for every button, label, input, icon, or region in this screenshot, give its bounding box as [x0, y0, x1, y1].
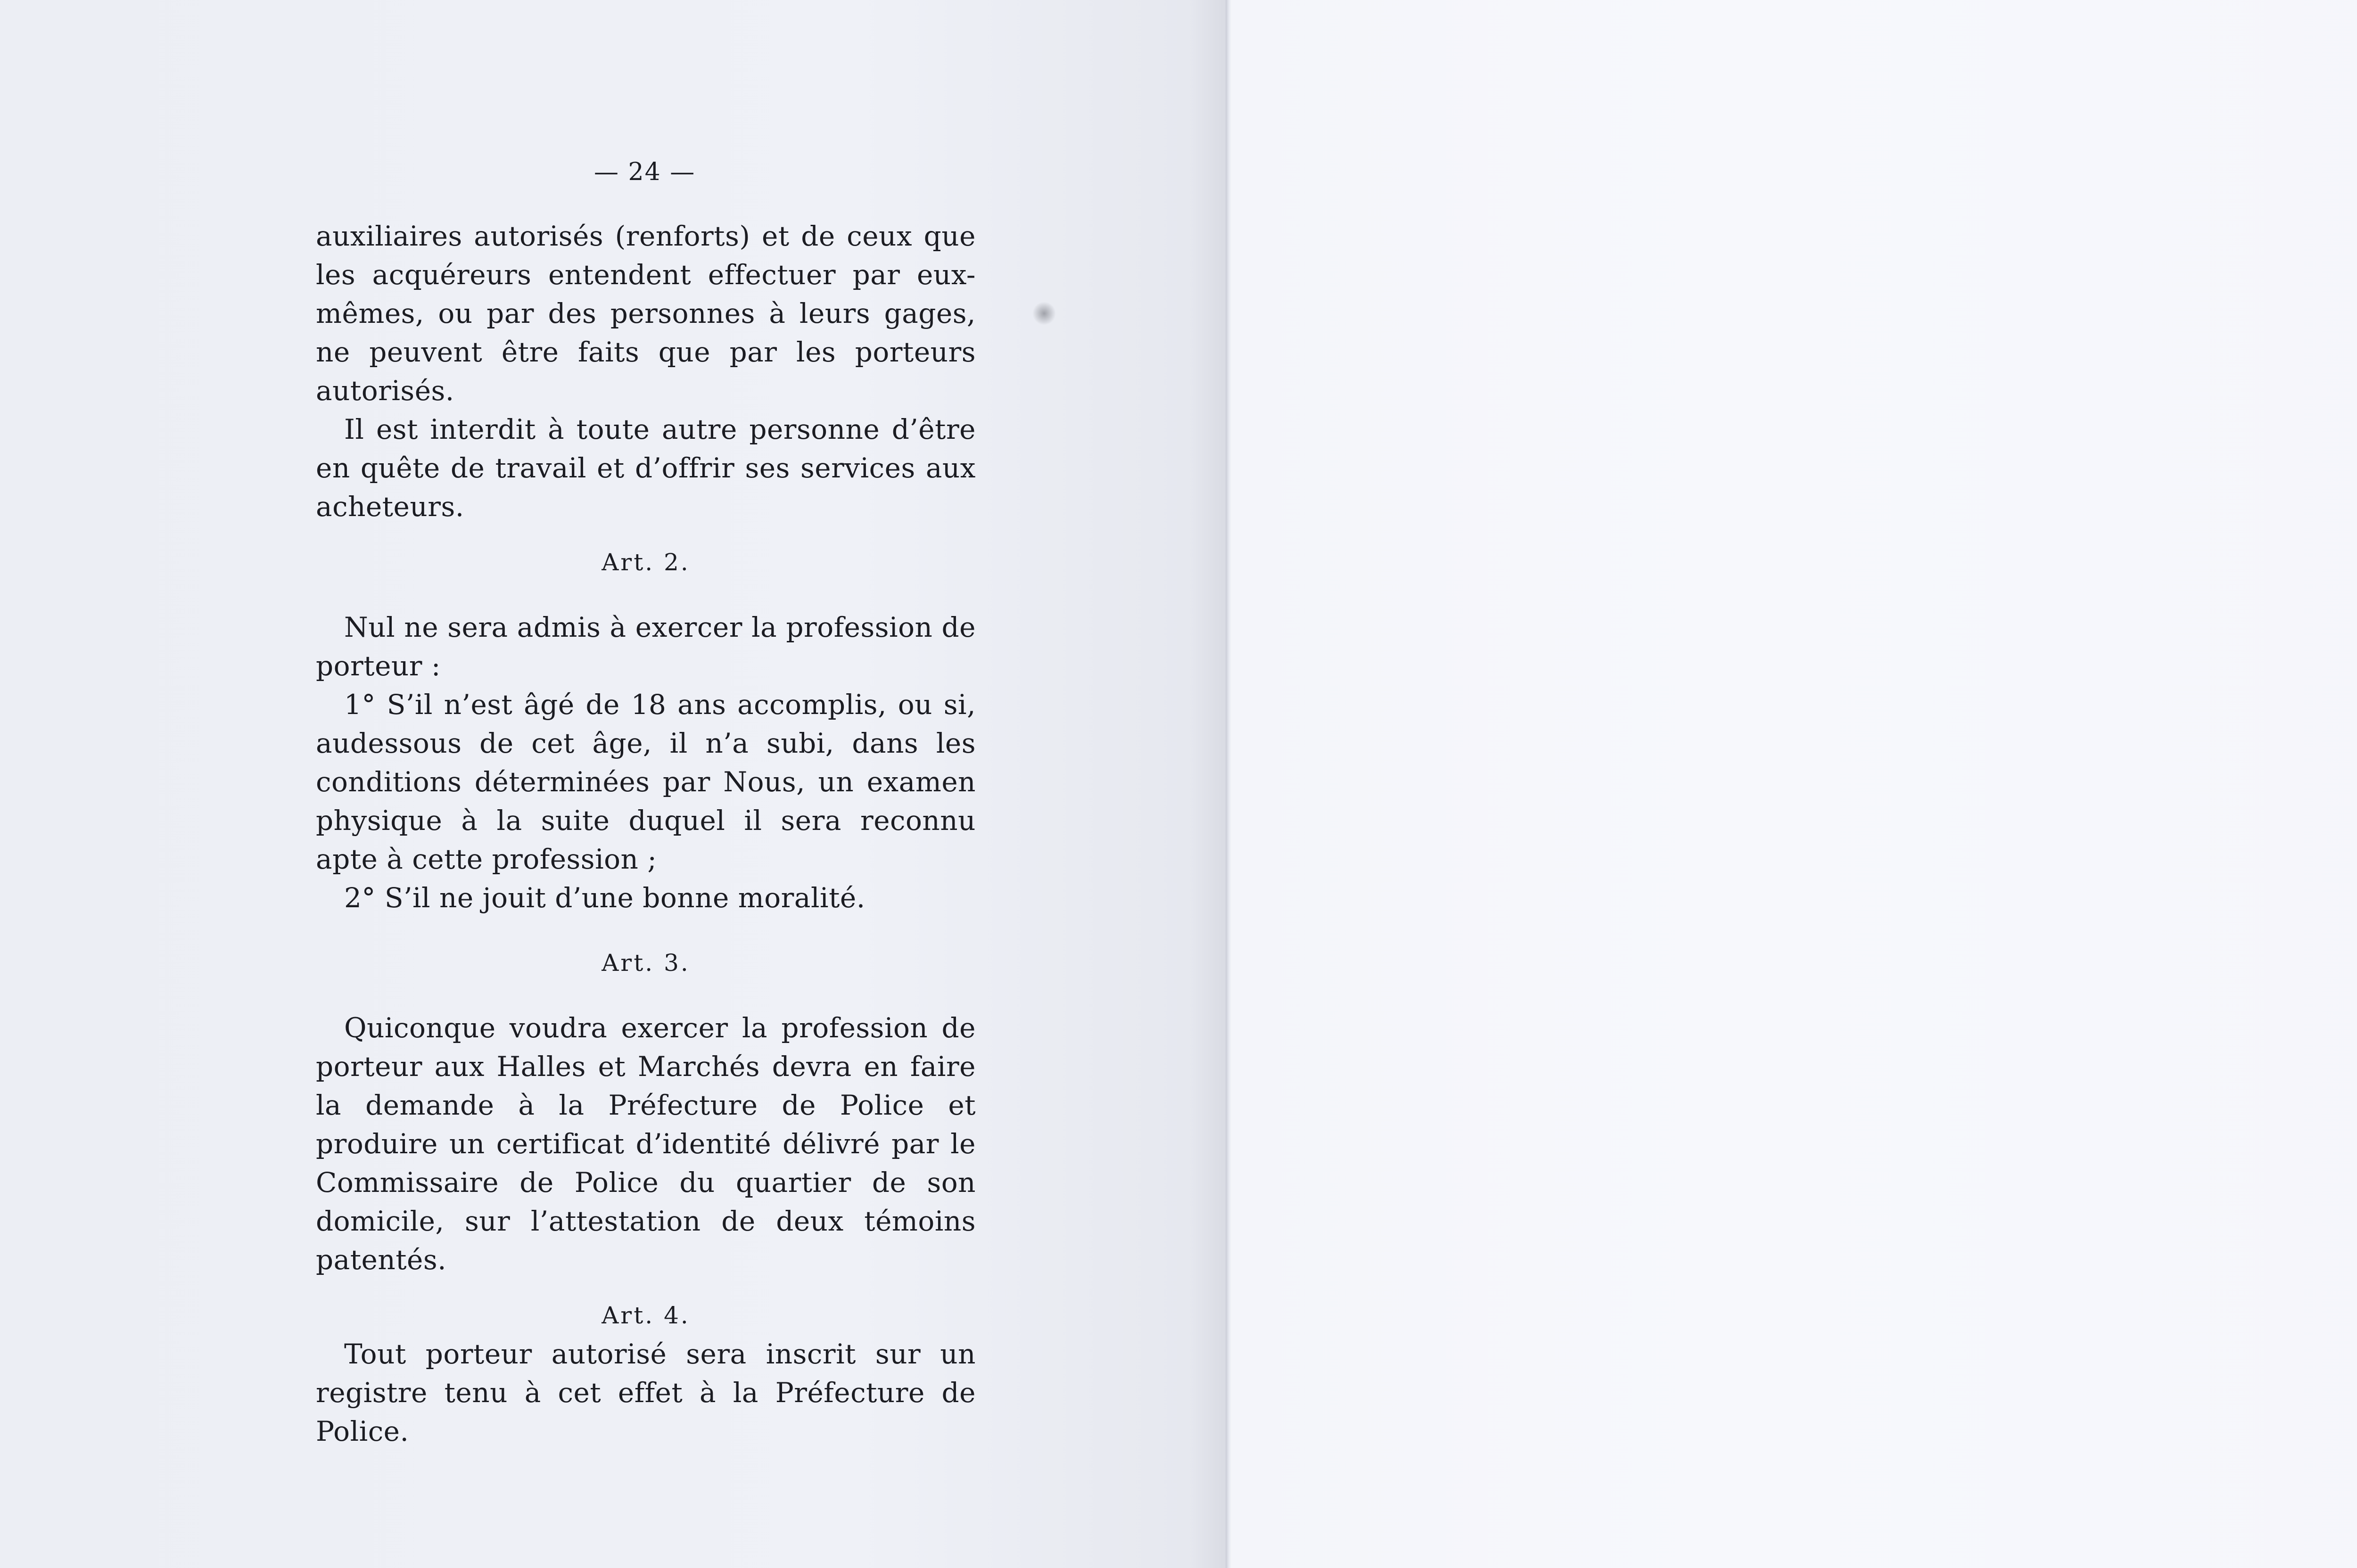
paragraph: auxiliaires autorisés (renforts) et de ceux que les acquéreurs entendent effectuer par eux-mêmes, ou par des personnes à leurs gages, ne peuvent être faits que par les porteurs autorisés. [316, 220, 976, 407]
paragraph: Quiconque voudra exercer la profession de porteur aux Halles et Marchés devra en faire la demande à la Préfecture de Police et produire un certificat d’identité délivré par le Commissaire de Police du quartier de son domicile, sur l’attestation de deux témoins patentés. [316, 1012, 976, 1276]
paragraph: Il est interdit à toute autre personne d’être en quête de travail et d’offrir ses services aux acheteurs. [316, 413, 976, 523]
book-gutter [1226, 0, 1231, 1568]
left-page-text [316, 217, 976, 1451]
right-page [1231, 0, 2357, 1568]
article-heading: Art. 4. [602, 1302, 690, 1329]
page-number-left: — 24 — [594, 158, 696, 186]
paragraph: Nul ne sera admis à exercer la profession de porteur : [316, 611, 976, 682]
ink-spot [1032, 302, 1056, 325]
paragraph: 2° S’il ne jouit d’une bonne moralité. [344, 882, 865, 914]
paragraph: 1° S’il n’est âgé de 18 ans accomplis, ou si, audessous de cet âge, il n’a subi, dans les conditions déterminées par Nous, un examen physique à la suite duquel il sera reconnu apte à cette profession ; [316, 689, 976, 875]
article-heading: Art. 2. [602, 549, 690, 576]
paragraph: Tout porteur autorisé sera inscrit sur un registre tenu à cet effet à la Préfecture de Police. [316, 1338, 976, 1447]
article-heading: Art. 3. [602, 949, 690, 977]
